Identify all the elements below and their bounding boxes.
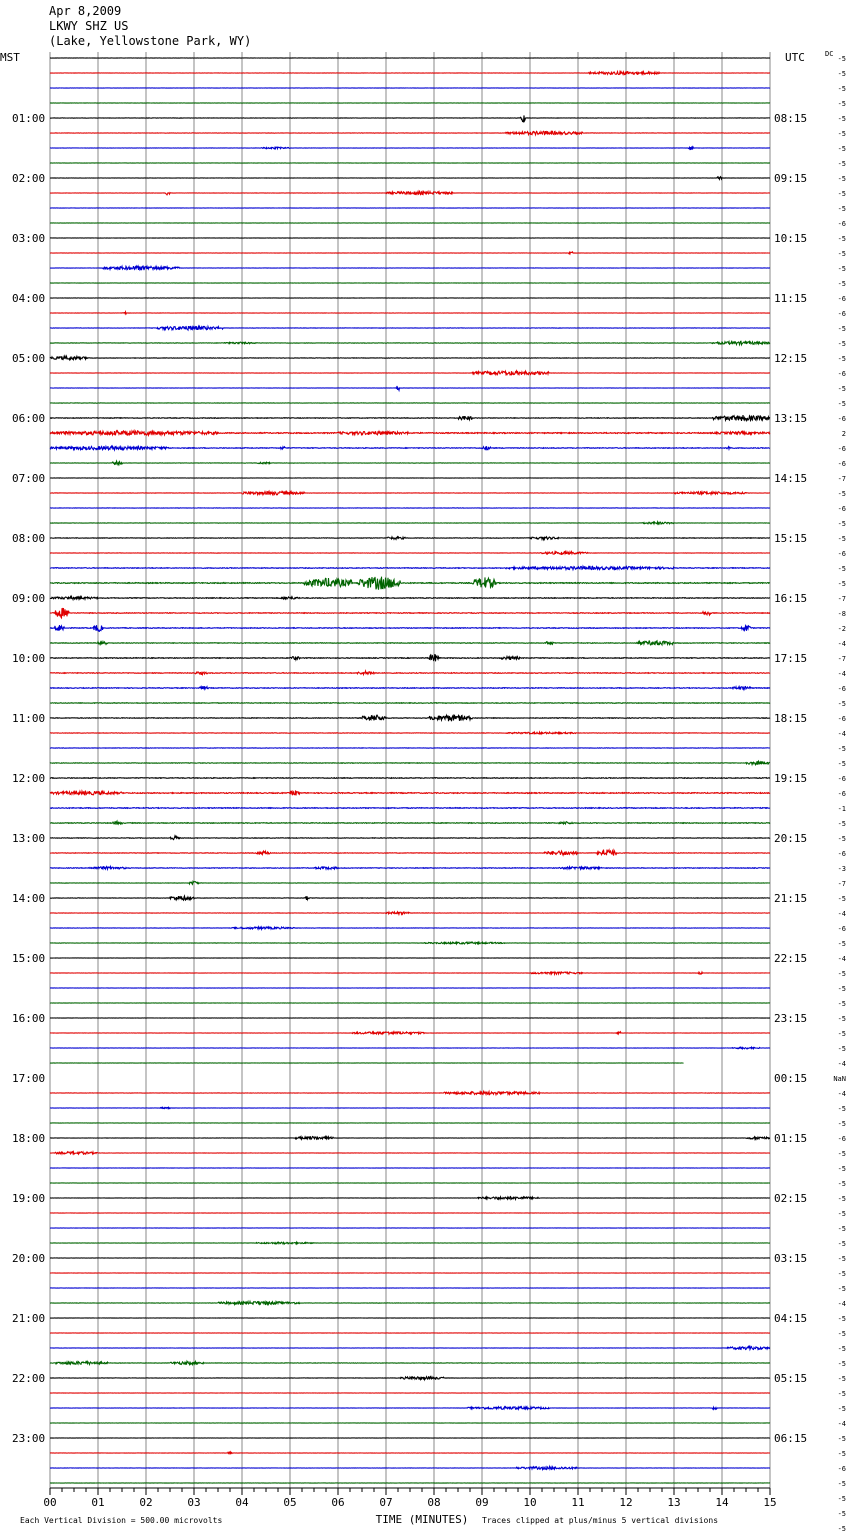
dc-offset-value: -5 — [837, 700, 846, 708]
x-tick-label: 05 — [283, 1496, 297, 1509]
trace-row-66 — [50, 1047, 770, 1049]
x-tick-label: 00 — [43, 1496, 57, 1509]
dc-offset-value: -5 — [837, 100, 846, 108]
x-tick-label: 01 — [91, 1496, 105, 1509]
dc-offset-value: -6 — [837, 460, 846, 468]
trace-row-52 — [50, 836, 770, 840]
trace-row-24 — [50, 415, 770, 421]
dc-offset-value: 2 — [841, 430, 846, 438]
dc-offset-value: -6 — [837, 295, 846, 303]
x-tick-label: 13 — [667, 1496, 681, 1509]
dc-offset-value: -4 — [837, 1300, 846, 1308]
seismic-traces — [50, 58, 770, 1483]
dc-offset-value: -8 — [837, 610, 846, 618]
dc-offset-value: -5 — [837, 1330, 846, 1338]
left-hour-label: 08:00 — [12, 532, 46, 545]
left-hour-label: 09:00 — [12, 592, 46, 605]
dc-offset-value: -4 — [837, 955, 846, 963]
trace-row-27 — [50, 461, 770, 465]
trace-row-88 — [50, 1377, 770, 1380]
dc-offset-value: -4 — [837, 1060, 846, 1068]
dc-offset-value: -7 — [837, 475, 846, 483]
trace-row-37 — [50, 608, 770, 618]
dc-offset-value: -5 — [837, 1000, 846, 1008]
right-hour-label: 19:15 — [774, 772, 808, 785]
dc-header-label: DC — [825, 50, 834, 58]
dc-offset-value: -7 — [837, 655, 846, 663]
trace-row-94 — [50, 1467, 770, 1470]
right-hour-label: 15:15 — [774, 532, 808, 545]
dc-offset-value: -5 — [837, 1150, 846, 1158]
dc-offset-value: -3 — [837, 865, 846, 873]
trace-row-65 — [50, 1032, 770, 1035]
dc-offset-value: -6 — [837, 1135, 846, 1143]
trace-row-47 — [50, 761, 770, 765]
left-hour-label: 12:00 — [12, 772, 46, 785]
dc-offset-value: -6 — [837, 310, 846, 318]
dc-offset-value: -5 — [837, 835, 846, 843]
dc-offset-value: -5 — [837, 1390, 846, 1398]
trace-row-59 — [50, 942, 770, 944]
x-tick-label: 06 — [331, 1496, 345, 1509]
dc-offset-value: -5 — [837, 1270, 846, 1278]
dc-offset-value: -5 — [837, 1030, 846, 1038]
trace-row-34 — [50, 566, 770, 569]
trace-row-18 — [50, 326, 770, 330]
dc-offset-value: -5 — [837, 1165, 846, 1173]
dc-offset-value: -5 — [837, 895, 846, 903]
right-hour-label: 11:15 — [774, 292, 808, 305]
trace-row-83 — [50, 1301, 770, 1304]
chart-date: Apr 8,2009 — [49, 4, 122, 18]
left-hour-label: 21:00 — [12, 1312, 46, 1325]
station-name: LKWY SHZ US — [49, 19, 129, 33]
x-axis-title: TIME (MINUTES) — [375, 1513, 469, 1526]
left-hour-label: 13:00 — [12, 832, 46, 845]
trace-row-20 — [50, 356, 770, 360]
dc-offset-value: -6 — [837, 925, 846, 933]
dc-offset-value: -4 — [837, 1420, 846, 1428]
dc-offset-value: -5 — [837, 1525, 846, 1533]
clipping-note: Traces clipped at plus/minus 5 vertical divisions — [482, 1516, 719, 1525]
trace-row-57 — [50, 912, 770, 914]
dc-offset-value: -5 — [837, 535, 846, 543]
dc-offset-value: -5 — [837, 1255, 846, 1263]
right-hour-label: 02:15 — [774, 1192, 808, 1205]
dc-offset-value: -5 — [837, 235, 846, 243]
trace-row-38 — [50, 625, 770, 631]
trace-row-72 — [50, 1136, 770, 1139]
trace-row-39 — [50, 641, 770, 645]
dc-offset-value: -5 — [837, 1105, 846, 1113]
trace-row-69 — [50, 1092, 770, 1095]
dc-offset-value: -5 — [837, 190, 846, 198]
trace-row-73 — [50, 1152, 770, 1155]
dc-offset-value: -5 — [837, 745, 846, 753]
trace-row-79 — [50, 1242, 770, 1244]
dc-offset-value: -6 — [837, 220, 846, 228]
trace-row-42 — [50, 686, 770, 689]
dc-offset-value: -6 — [837, 850, 846, 858]
dc-offset-value: -5 — [837, 70, 846, 78]
dc-offset-value: -5 — [837, 1240, 846, 1248]
trace-row-48 — [50, 778, 770, 779]
right-hour-label: 16:15 — [774, 592, 808, 605]
dc-offset-value: -5 — [837, 1180, 846, 1188]
trace-row-76 — [50, 1197, 770, 1200]
dc-offset-value: -6 — [837, 505, 846, 513]
right-hour-label: 04:15 — [774, 1312, 808, 1325]
x-tick-label: 09 — [475, 1496, 489, 1509]
dc-offset-value: -6 — [837, 685, 846, 693]
trace-row-51 — [50, 821, 770, 825]
trace-row-61 — [50, 972, 770, 974]
dc-offset-value: -5 — [837, 760, 846, 768]
dc-offset-value: -5 — [837, 1195, 846, 1203]
trace-row-6 — [50, 146, 770, 150]
dc-offset-value: -5 — [837, 1285, 846, 1293]
right-hour-label: 01:15 — [774, 1132, 808, 1145]
dc-offset-value: -5 — [837, 1405, 846, 1413]
dc-offset-value: -6 — [837, 550, 846, 558]
trace-row-31 — [50, 522, 770, 524]
x-tick-label: 11 — [571, 1496, 585, 1509]
dc-offset-value: -4 — [837, 640, 846, 648]
trace-row-19 — [50, 341, 770, 344]
dc-offset-value: -5 — [837, 355, 846, 363]
trace-row-21 — [50, 371, 770, 375]
trace-row-9 — [50, 191, 770, 195]
trace-row-50 — [50, 808, 770, 809]
left-hour-label: 20:00 — [12, 1252, 46, 1265]
left-hour-label: 03:00 — [12, 232, 46, 245]
trace-row-41 — [50, 671, 770, 674]
trace-row-17 — [50, 312, 770, 314]
dc-offset-value: -7 — [837, 595, 846, 603]
dc-offset-value: -5 — [837, 820, 846, 828]
left-hour-label: 17:00 — [12, 1072, 46, 1085]
x-tick-label: 10 — [523, 1496, 537, 1509]
trace-row-29 — [50, 491, 770, 495]
trace-row-44 — [50, 715, 770, 721]
dc-offset-value: -6 — [837, 370, 846, 378]
dc-offset-value: -4 — [837, 730, 846, 738]
right-hour-label: 12:15 — [774, 352, 808, 365]
dc-offset-value: -2 — [837, 625, 846, 633]
x-axis — [20, 1488, 777, 1526]
dc-offset-value: -5 — [837, 1315, 846, 1323]
dc-offset-value: -1 — [837, 805, 846, 813]
dc-offset-value: -5 — [837, 1345, 846, 1353]
right-hour-label: 00:15 — [774, 1072, 808, 1085]
left-hour-label: 04:00 — [12, 292, 46, 305]
dc-offset-value: -5 — [837, 85, 846, 93]
trace-row-54 — [50, 867, 770, 870]
dc-offset-value: -5 — [837, 205, 846, 213]
dc-offset-value: -5 — [837, 340, 846, 348]
trace-row-55 — [50, 881, 770, 884]
trace-row-45 — [50, 732, 770, 734]
dc-offset-value: -5 — [837, 1480, 846, 1488]
trace-row-86 — [50, 1346, 770, 1349]
left-hour-label: 02:00 — [12, 172, 46, 185]
right-hour-label: 03:15 — [774, 1252, 808, 1265]
left-hour-label: 06:00 — [12, 412, 46, 425]
trace-row-22 — [50, 386, 770, 390]
trace-row-32 — [50, 537, 770, 540]
left-timezone-label: MST — [0, 51, 20, 64]
trace-row-14 — [50, 266, 770, 270]
trace-row-1 — [50, 72, 770, 75]
dc-offset-value: -7 — [837, 880, 846, 888]
right-hour-label: 05:15 — [774, 1372, 808, 1385]
right-hour-label: 22:15 — [774, 952, 808, 965]
trace-row-25 — [50, 431, 770, 436]
left-hour-label: 16:00 — [12, 1012, 46, 1025]
left-hour-label: 23:00 — [12, 1432, 46, 1445]
left-hour-label: 11:00 — [12, 712, 46, 725]
dc-offset-value: -5 — [837, 1435, 846, 1443]
trace-row-90 — [50, 1407, 770, 1410]
trace-row-56 — [50, 896, 770, 900]
dc-offset-value: -5 — [837, 1495, 846, 1503]
right-hour-label: 13:15 — [774, 412, 808, 425]
dc-offset-value: -5 — [837, 1375, 846, 1383]
dc-offset-column — [825, 50, 846, 1534]
trace-row-58 — [50, 927, 770, 929]
dc-offset-value: -5 — [837, 400, 846, 408]
dc-offset-value: -5 — [837, 1225, 846, 1233]
trace-row-26 — [50, 446, 770, 450]
dc-offset-value: NaN — [833, 1075, 846, 1083]
right-hour-label: 06:15 — [774, 1432, 808, 1445]
trace-row-49 — [50, 790, 770, 795]
dc-offset-value: -5 — [837, 325, 846, 333]
dc-offset-value: -5 — [837, 160, 846, 168]
dc-offset-value: -5 — [837, 565, 846, 573]
right-timezone-label: UTC — [785, 51, 805, 64]
dc-offset-value: -5 — [837, 985, 846, 993]
dc-offset-value: -5 — [837, 490, 846, 498]
dc-offset-value: -5 — [837, 1015, 846, 1023]
dc-offset-value: -5 — [837, 1210, 846, 1218]
dc-offset-value: -5 — [837, 250, 846, 258]
dc-offset-value: -6 — [837, 775, 846, 783]
trace-row-53 — [50, 850, 770, 856]
x-tick-label: 08 — [427, 1496, 441, 1509]
dc-offset-value: -5 — [837, 940, 846, 948]
dc-offset-value: -5 — [837, 580, 846, 588]
trace-row-8 — [50, 177, 770, 180]
dc-offset-value: -6 — [837, 445, 846, 453]
trace-row-43 — [50, 703, 770, 704]
trace-row-93 — [50, 1452, 770, 1454]
x-tick-label: 07 — [379, 1496, 393, 1509]
right-hour-label: 23:15 — [774, 1012, 808, 1025]
trace-row-36 — [50, 597, 770, 600]
station-location: (Lake, Yellowstone Park, WY) — [49, 34, 252, 48]
dc-offset-value: -5 — [837, 1045, 846, 1053]
x-tick-label: 04 — [235, 1496, 249, 1509]
trace-row-33 — [50, 552, 770, 555]
dc-offset-value: -5 — [837, 1360, 846, 1368]
right-hour-label: 14:15 — [774, 472, 808, 485]
right-hour-label: 10:15 — [774, 232, 808, 245]
left-hour-label: 19:00 — [12, 1192, 46, 1205]
vertical-division-note: Each Vertical Division = 500.00 microvolts — [20, 1516, 223, 1525]
right-hour-label: 20:15 — [774, 832, 808, 845]
dc-offset-value: -5 — [837, 280, 846, 288]
left-hour-label: 07:00 — [12, 472, 46, 485]
dc-offset-value: -5 — [837, 520, 846, 528]
left-hour-label: 14:00 — [12, 892, 46, 905]
right-hour-label: 08:15 — [774, 112, 808, 125]
trace-row-13 — [50, 252, 770, 254]
trace-row-5 — [50, 131, 770, 135]
x-tick-label: 15 — [763, 1496, 777, 1509]
left-hour-label: 15:00 — [12, 952, 46, 965]
right-hour-label: 17:15 — [774, 652, 808, 665]
dc-offset-value: -5 — [837, 1510, 846, 1518]
left-hour-label: 10:00 — [12, 652, 46, 665]
x-tick-label: 03 — [187, 1496, 201, 1509]
x-tick-label: 12 — [619, 1496, 633, 1509]
dc-offset-value: -4 — [837, 670, 846, 678]
dc-offset-value: -4 — [837, 910, 846, 918]
dc-offset-value: -6 — [837, 715, 846, 723]
trace-row-40 — [50, 654, 770, 661]
left-hour-label: 18:00 — [12, 1132, 46, 1145]
dc-offset-value: -6 — [837, 790, 846, 798]
left-hour-label: 01:00 — [12, 112, 46, 125]
dc-offset-value: -6 — [837, 1465, 846, 1473]
dc-offset-value: -5 — [837, 115, 846, 123]
dc-offset-value: -5 — [837, 1450, 846, 1458]
x-tick-label: 14 — [715, 1496, 729, 1509]
left-hour-label: 22:00 — [12, 1372, 46, 1385]
right-hour-label: 18:15 — [774, 712, 808, 725]
right-hour-label: 09:15 — [774, 172, 808, 185]
dc-offset-value: -5 — [837, 130, 846, 138]
dc-offset-value: -5 — [837, 145, 846, 153]
right-hour-label: 21:15 — [774, 892, 808, 905]
dc-offset-value: -5 — [837, 970, 846, 978]
dc-offset-value: -4 — [837, 1090, 846, 1098]
dc-offset-value: -5 — [837, 385, 846, 393]
dc-offset-value: -6 — [837, 415, 846, 423]
x-tick-label: 02 — [139, 1496, 153, 1509]
trace-row-87 — [50, 1361, 770, 1364]
trace-row-35 — [50, 577, 770, 590]
trace-row-70 — [50, 1107, 770, 1108]
dc-offset-value: -5 — [837, 175, 846, 183]
left-hour-label: 05:00 — [12, 352, 46, 365]
trace-row-4 — [50, 115, 770, 121]
dc-offset-value: -5 — [837, 1120, 846, 1128]
dc-offset-value: -5 — [837, 265, 846, 273]
dc-offset-value: -5 — [837, 55, 846, 63]
